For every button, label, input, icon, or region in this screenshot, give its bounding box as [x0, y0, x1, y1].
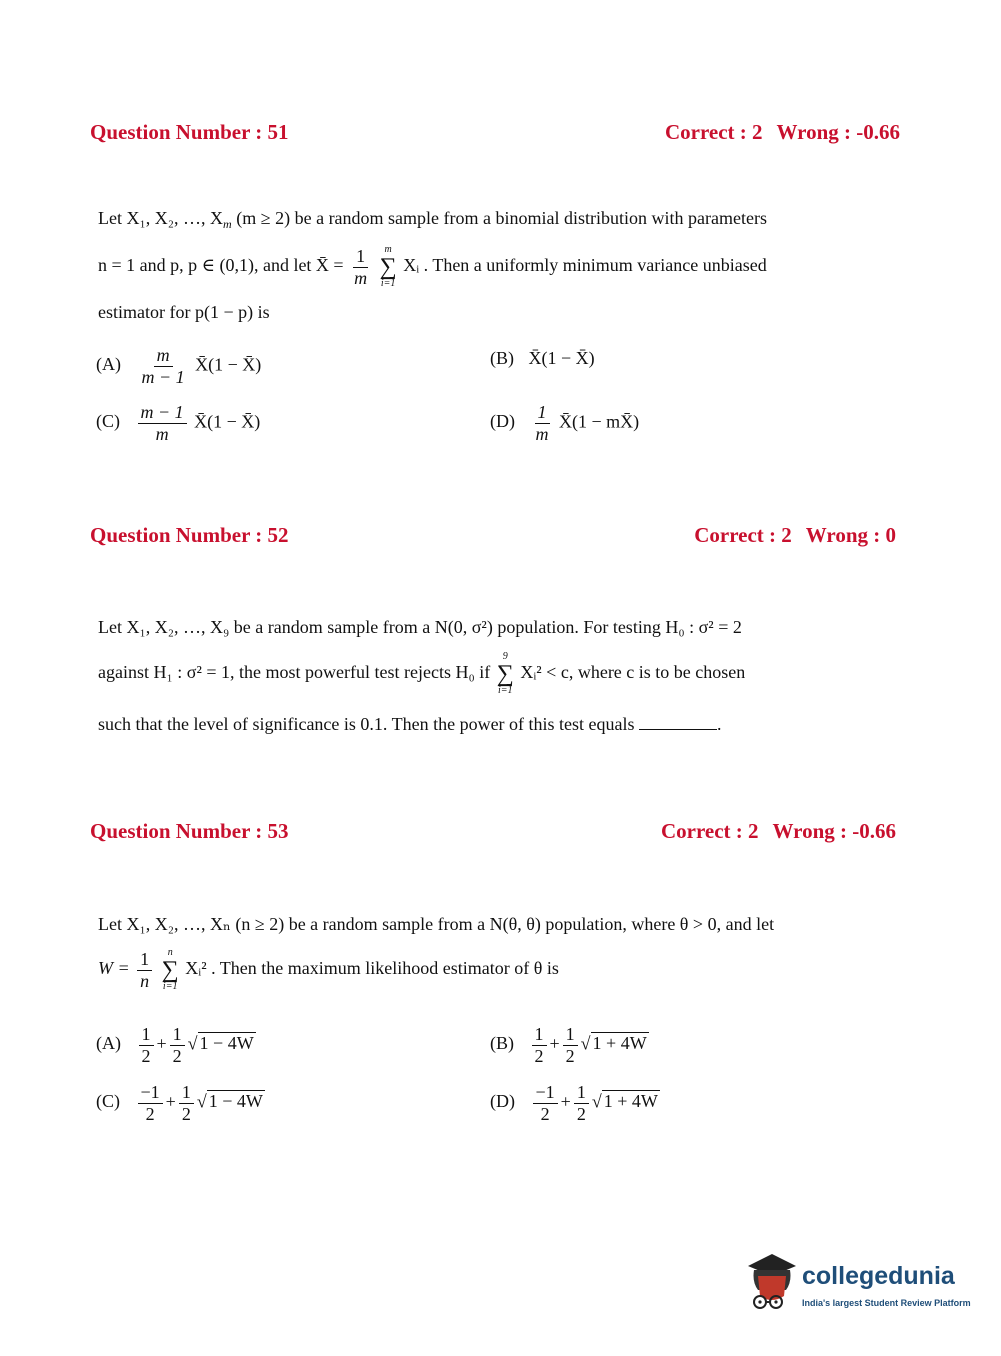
q53-line2-b: Xᵢ² . Then the maximum likelihood estimator of θ is — [185, 958, 559, 979]
question-52-line-3: such that the level of significance is 0.1. Then the power of this test equals . — [98, 714, 722, 734]
question-52-marks — [694, 523, 896, 548]
question-51-wrong: Wrong : -0.66 — [776, 120, 900, 144]
q53-line2-sum: n ∑ i=1 — [161, 947, 179, 992]
q53-c-n2: 1 — [179, 1082, 194, 1104]
q53-line2-fraction — [137, 949, 152, 991]
q51-line1-a: Let X₁, X₂, …, X — [98, 208, 224, 228]
q51-line2-frac-num: 1 — [353, 246, 368, 268]
q53-sum-bot: i=1 — [162, 981, 178, 992]
q53-a-frac1 — [139, 1024, 154, 1066]
q53-b-d2: 2 — [565, 1045, 575, 1066]
q51-a-den: m − 1 — [141, 366, 185, 387]
question-51-title: Question Number : 51 — [90, 120, 289, 144]
q53-c-frac2 — [179, 1082, 194, 1124]
q51-option-a-label: (A) — [96, 354, 121, 375]
q51-option-a-expr: X̄(1 − X̄) — [195, 354, 262, 375]
q53-d-frac2 — [574, 1082, 589, 1124]
q53-a-frac2 — [170, 1024, 185, 1066]
q53-d-d1: 2 — [540, 1103, 550, 1124]
question-51-line-3: estimator for p(1 − p) is — [98, 302, 270, 322]
question-52-line-2 — [98, 652, 745, 696]
q53-d-n2: 1 — [574, 1082, 589, 1104]
q53-option-d[interactable]: (D) $\frac{-1}{2}$ + $\frac{1}{2}$ √ 1 + 4W — [490, 1082, 658, 1124]
q53-d-n1: −1 — [533, 1082, 558, 1104]
q53-option-a-label: (A) — [96, 1033, 121, 1054]
question-53-title: Question Number : 53 — [90, 819, 289, 843]
q51-option-c-expr: X̄(1 − X̄) — [194, 411, 261, 432]
q51-line1-sub: m — [223, 217, 232, 231]
q51-option-b-expr: X̄(1 − X̄) — [528, 348, 595, 368]
q53-b-n1: 1 — [532, 1024, 547, 1046]
q51-line2-frac-den: m — [354, 267, 368, 288]
q53-option-c-label: (C) — [96, 1091, 120, 1112]
answer-blank[interactable] — [639, 715, 717, 730]
q53-line2-a: W = — [98, 958, 130, 979]
question-53-wrong: Wrong : -0.66 — [772, 819, 896, 843]
q51-c-den: m — [155, 423, 169, 444]
logo-name: collegedunia — [802, 1262, 955, 1290]
q53-b-frac1 — [532, 1024, 547, 1066]
q53-c-frac1 — [138, 1082, 163, 1124]
q53-c-radicand: 1 − 4W — [208, 1091, 263, 1112]
q52-line2-sum: 9 ∑ i=1 — [496, 651, 514, 696]
question-53-correct: Correct : 2 — [660, 819, 759, 843]
q53-b-d1: 2 — [534, 1045, 544, 1066]
question-51-line-2 — [98, 245, 767, 289]
question-51-correct: Correct : 2 — [664, 120, 763, 144]
q53-b-radicand: 1 + 4W — [592, 1033, 647, 1054]
q53-c-d2: 2 — [181, 1103, 191, 1124]
q53-frac-num: 1 — [137, 949, 152, 971]
q53-option-b[interactable]: (B) $\frac{1}{2}$ + $\frac{1}{2}$ √ 1 + 4W — [490, 1024, 647, 1066]
q53-c-n1: −1 — [138, 1082, 163, 1104]
q53-b-n2: 1 — [563, 1024, 578, 1046]
question-52-wrong: Wrong : 0 — [805, 523, 896, 547]
q51-c-num: m − 1 — [138, 402, 187, 424]
q52-line2-b: Xᵢ² < c, where c is to be chosen — [520, 662, 746, 683]
question-51-line-1 — [98, 208, 767, 232]
q53-sum-top: n — [167, 947, 173, 958]
collegedunia-logo — [744, 1252, 974, 1332]
q52-line2-a: against H₁ : σ² = 1, the most powerful test rejects H₀ if — [98, 662, 491, 683]
q51-option-d[interactable] — [490, 402, 639, 444]
q52-sum-top: 9 — [502, 651, 508, 662]
question-53-line-2 — [98, 948, 559, 992]
q53-option-c[interactable]: (C) $\frac{-1}{2}$ + $\frac{1}{2}$ √ 1 − 4W — [96, 1082, 263, 1124]
q51-d-den: m — [535, 423, 549, 444]
question-52-correct: Correct : 2 — [694, 523, 792, 547]
q51-option-c-fraction — [138, 402, 187, 444]
question-51-marks — [665, 120, 900, 145]
q53-option-b-label: (B) — [490, 1033, 514, 1054]
q51-line2-sum: m ∑ i=1 — [379, 244, 397, 289]
q53-option-d-label: (D) — [490, 1091, 515, 1112]
logo-tagline: India's largest Student Review Platform — [802, 1298, 971, 1308]
q51-sum-top: m — [384, 244, 392, 255]
q51-option-b[interactable] — [490, 348, 595, 369]
q51-option-c-label: (C) — [96, 411, 120, 432]
question-52-title: Question Number : 52 — [90, 523, 289, 547]
q52-line3-text: such that the level of significance is 0.1. Then the power of this test equals — [98, 714, 635, 734]
q51-option-d-expr: X̄(1 − mX̄) — [559, 411, 640, 432]
q51-sum-bot: i=1 — [380, 278, 396, 289]
q53-a-d2: 2 — [172, 1045, 182, 1066]
q51-option-a[interactable] — [96, 345, 261, 387]
q51-option-c[interactable] — [96, 402, 260, 444]
q53-a-d1: 2 — [141, 1045, 151, 1066]
mascot-icon — [744, 1252, 800, 1312]
q51-option-d-fraction — [533, 402, 552, 444]
q53-d-d2: 2 — [576, 1103, 586, 1124]
q53-a-radicand: 1 − 4W — [199, 1033, 254, 1054]
question-53-header — [90, 819, 896, 844]
q53-a-n1: 1 — [139, 1024, 154, 1046]
question-53-marks — [661, 819, 896, 844]
question-52-line-1: Let X₁, X₂, …, X₉ be a random sample from a N(0, σ²) population. For testing H₀ : σ² = 2 — [98, 617, 742, 637]
q51-option-d-label: (D) — [490, 411, 515, 432]
q51-d-num: 1 — [535, 402, 550, 424]
q53-b-frac2 — [563, 1024, 578, 1066]
q53-c-d1: 2 — [145, 1103, 155, 1124]
q53-a-n2: 1 — [170, 1024, 185, 1046]
q51-option-b-label: (B) — [490, 348, 514, 368]
q51-option-a-fraction — [139, 345, 188, 387]
q51-line2-a: n = 1 and p, p ∈ (0,1), and let X̄ = — [98, 255, 344, 276]
q51-a-num: m — [154, 345, 173, 367]
question-52-header — [90, 523, 896, 548]
q52-sum-bot: i=1 — [498, 685, 513, 696]
q53-option-a[interactable]: (A) $\frac{1}{2}$ + $\frac{1}{2}$ √ 1 − 4W — [96, 1024, 254, 1066]
q51-line1-b: (m ≥ 2) be a random sample from a binomial distribution with parameters — [231, 208, 767, 228]
question-51-header — [90, 120, 900, 145]
q51-line2-b: Xᵢ . Then a uniformly minimum variance unbiased — [403, 255, 767, 276]
question-53-line-1: Let X₁, X₂, …, Xₙ (n ≥ 2) be a random sample from a N(θ, θ) population, where θ > 0, and let — [98, 914, 775, 934]
q51-line2-fraction — [351, 246, 370, 288]
q53-d-radicand: 1 + 4W — [603, 1091, 658, 1112]
q53-d-frac1 — [533, 1082, 558, 1124]
q53-frac-den: n — [140, 970, 150, 991]
